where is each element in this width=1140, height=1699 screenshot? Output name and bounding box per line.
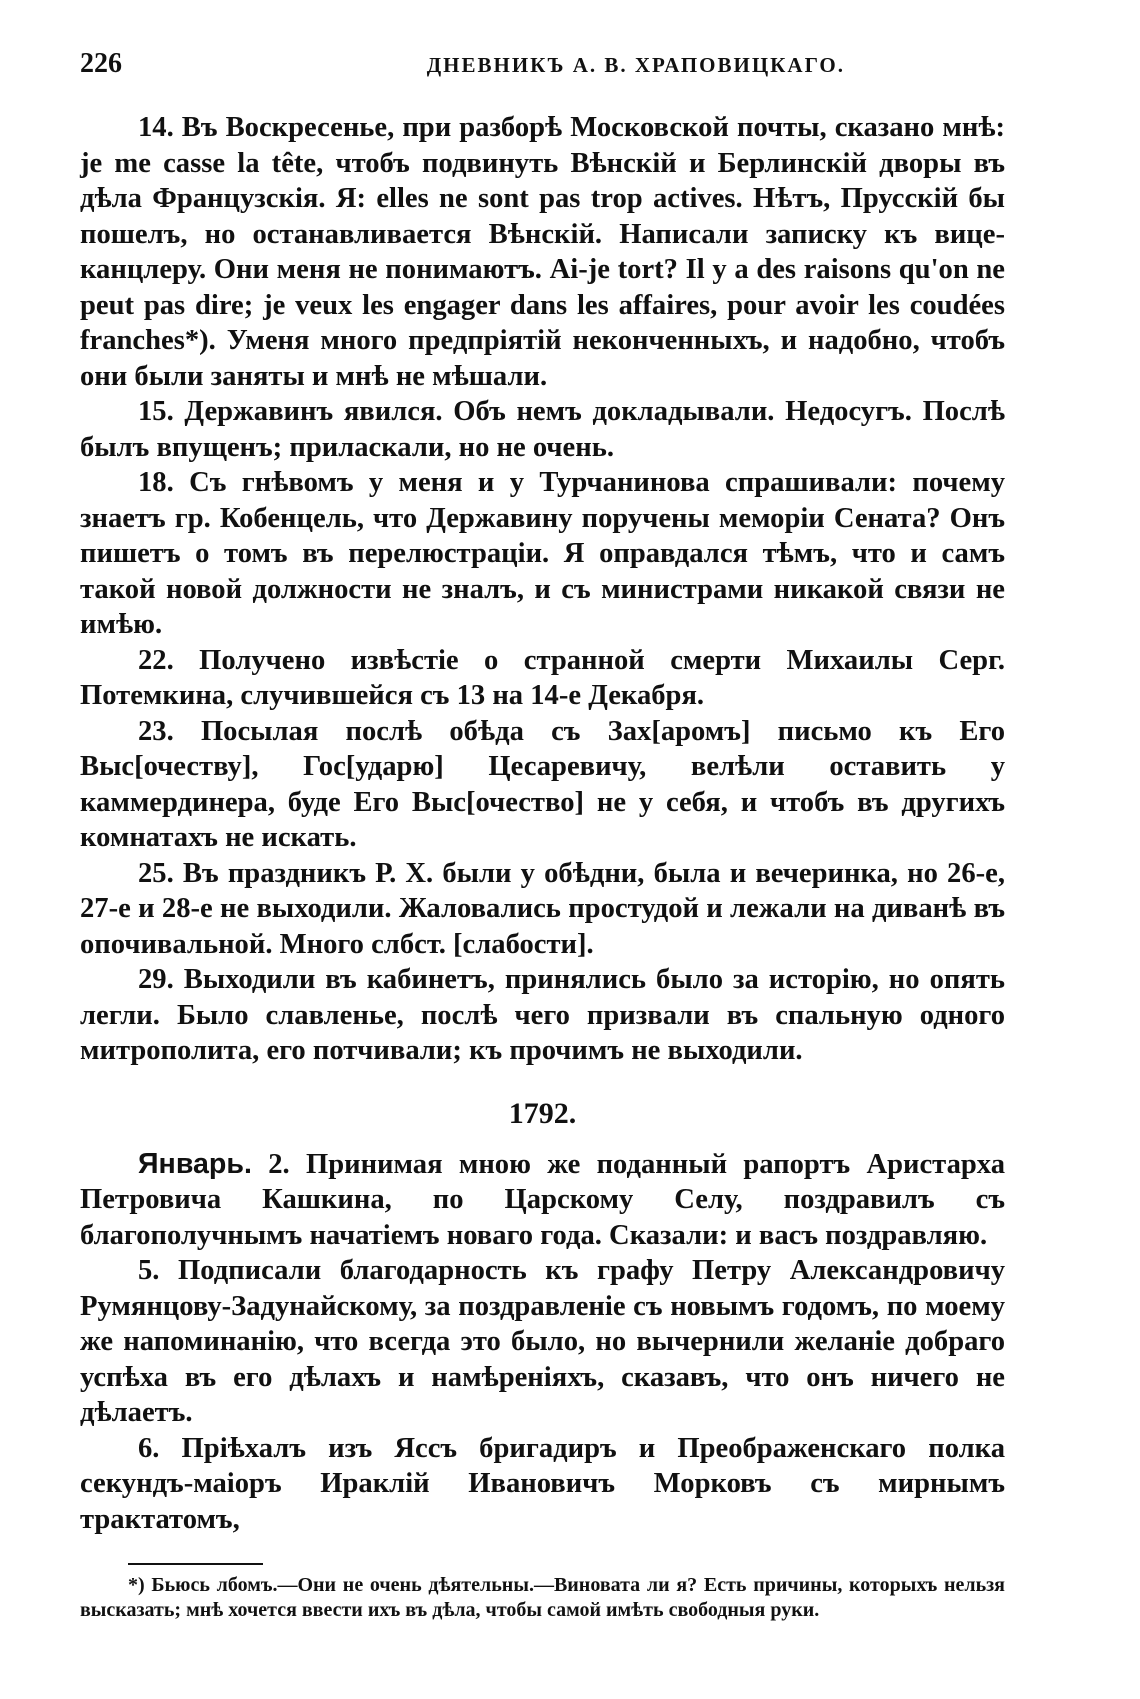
entry-paragraph: 22. Получено извѣстіе о странной смерти Михаилы Серг. Потемкина, случившейся съ 13 на 14-е Декабря.	[80, 644, 1005, 711]
entry-paragraph: 15. Державинъ явился. Объ немъ докладывали. Недосугъ. Послѣ былъ впущенъ; приласкали, но не очень.	[80, 396, 1005, 463]
running-head: ДНЕВНИКЪ А. В. ХРАПОВИЦКАГО.	[426, 53, 845, 77]
year-heading: 1792.	[508, 1096, 577, 1130]
entry-paragraph: 29. Выходили въ кабинетъ, принялись было за исторію, но опять легли. Было славленье, послѣ чего призвали въ спальную одного митрополита, его потчивали; къ прочимъ не выходили.	[80, 964, 1005, 1066]
month-label: Январь.	[138, 1147, 252, 1180]
document-page	[80, 48, 1005, 1623]
diary-text	[80, 110, 1005, 1537]
page-header	[80, 48, 1005, 98]
footnote-text: *) Бьюсь лбомъ.—Они не очень дѣятельны.—Виновата ли я? Есть причины, которыхъ нельзя высказать; мнѣ хочется ввести ихъ въ дѣла, чтобы самой имѣть свободныя руки.	[80, 1574, 1005, 1621]
entry-text: 2. Принимая мною же поданный рапортъ Аристарха Петровича Кашкина, по Царскому Селу, поздравилъ съ благополучнымъ начатіемъ новаго года. Сказали: и васъ поздравляю.	[80, 1148, 1005, 1251]
page-number: 226	[80, 48, 122, 79]
entry-paragraph: 5. Подписали благодарность къ графу Петру Александровичу Румянцову-Задунайскому, за поздравленіе съ новымъ годомъ, по моему же напоминанію, что всегда это было, но вычернили желаніе добраго успѣха въ его дѣлахъ и намѣреніяхъ, сказавъ, что онъ ничего не дѣлаетъ.	[80, 1255, 1005, 1428]
entry-paragraph-january	[80, 1147, 1005, 1254]
entry-paragraph: 14. Въ Воскресенье, при разборѣ Московской почты, сказано мнѣ: je me casse la tête, чтобъ подвинуть Вѣнскій и Берлинскій дворы въ дѣла Французскія. Я: elles ne sont pas trop actives. Нѣтъ, Прусскій бы пошелъ, но останавливается Вѣнскій. Написали записку къ вице-канцлеру. Они меня не понимаютъ. Ai-je tort? Il y a des raisons qu'on ne peut pas dire; je veux les engager dans les affaires, pour avoir les coudées franches*). Уменя много предпріятій неконченныхъ, и надобно, чтобъ они были заняты и мнѣ не мѣшали.	[80, 112, 1005, 392]
footnote	[80, 1573, 1005, 1623]
entry-paragraph: 18. Съ гнѣвомъ у меня и у Турчанинова спрашивали: почему знаетъ гр. Кобенцель, что Державину поручены меморіи Сената? Онъ пишетъ о томъ въ перелюстраціи. Я оправдался тѣмъ, что и самъ такой новой должности не зналъ, и съ министрами никакой связи не имѣю.	[80, 467, 1005, 640]
entry-paragraph: 23. Посылая послѣ обѣда съ Зах[аромъ] письмо къ Его Выс[очеству], Гос[ударю] Цесаревичу, велѣли оставить у каммердинера, буде Его Выс[очество] не у себя, и чтобъ въ другихъ комнатахъ не искать.	[80, 715, 1005, 853]
footnote-divider	[128, 1563, 263, 1565]
entry-paragraph: 6. Пріѣхалъ изъ Яссъ бригадиръ и Преображенскаго полка секундъ-маіоръ Ираклій Ивановичъ Морковъ съ мирнымъ трактатомъ,	[80, 1432, 1005, 1535]
entry-paragraph: 25. Въ праздникъ Р. Х. были у обѣдни, была и вечеринка, но 26-е, 27-е и 28-е не выходили. Жаловались простудой и лежали на диванѣ въ опочивальной. Много слбст. [слабости].	[80, 857, 1005, 960]
